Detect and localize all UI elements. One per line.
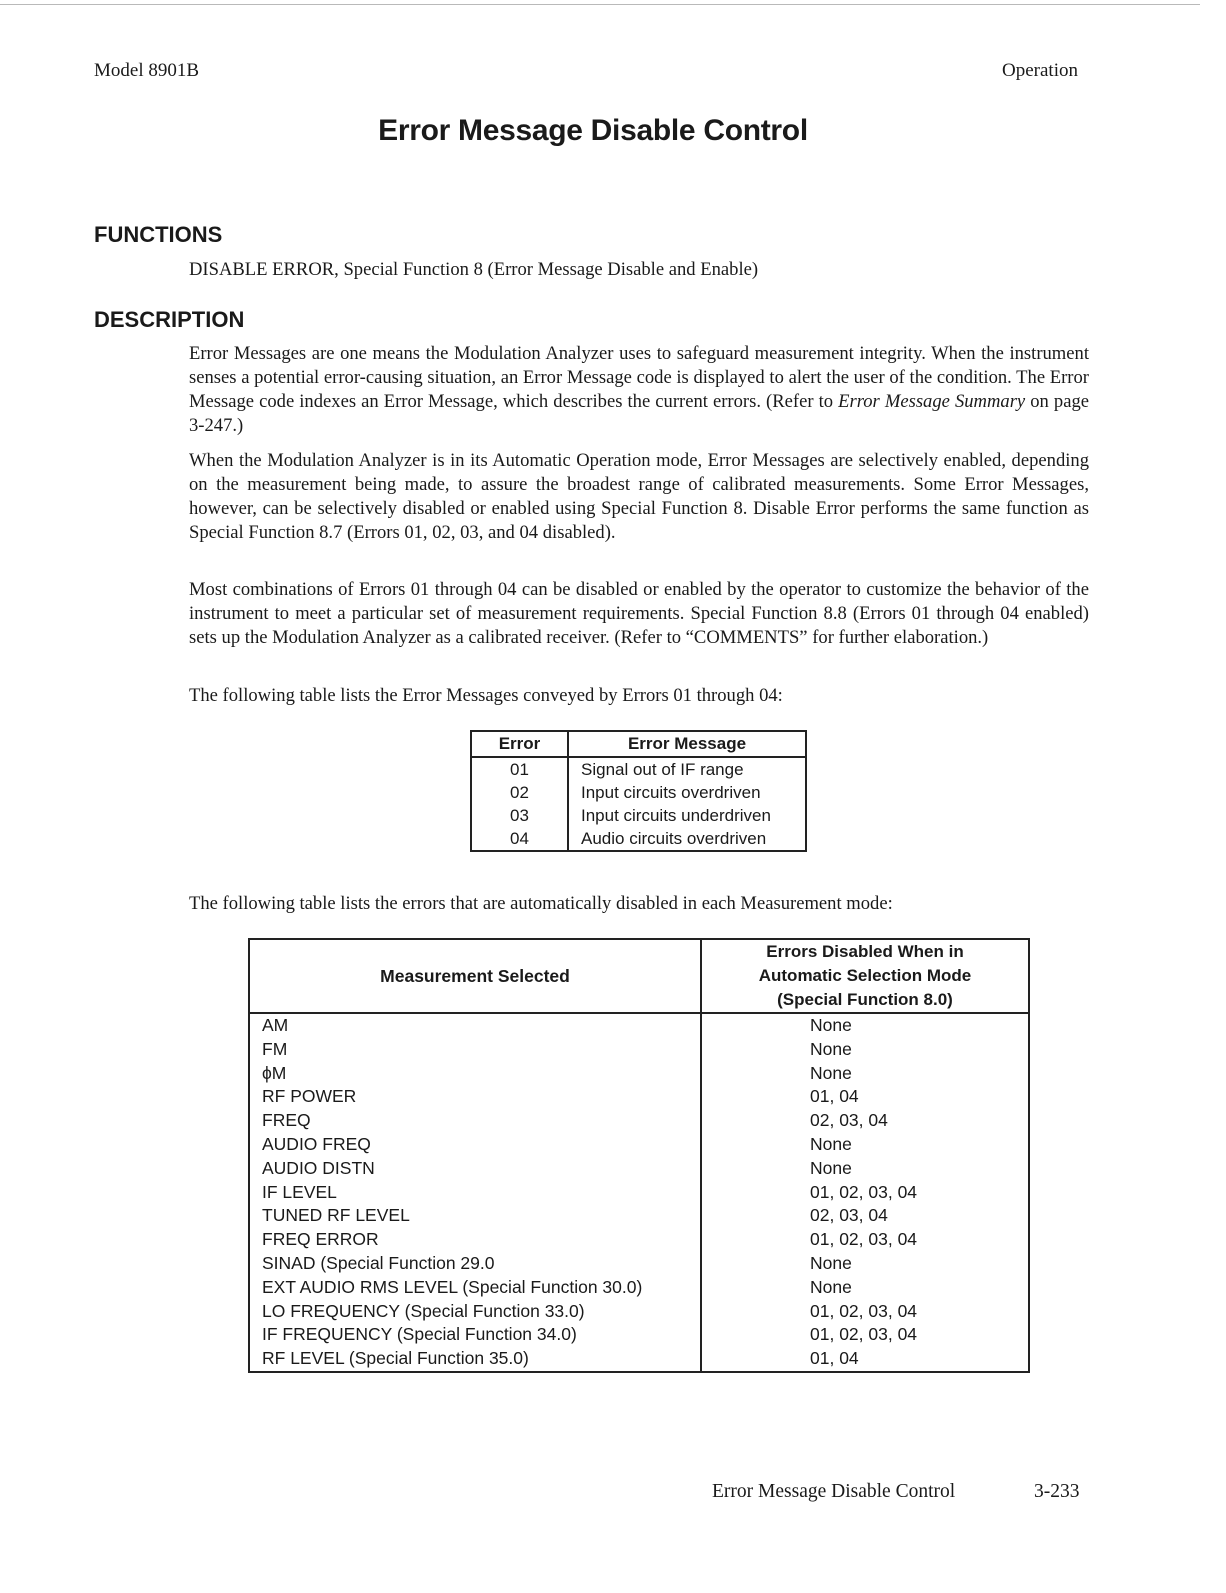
errors-disabled: None <box>810 1015 852 1035</box>
description-heading: DESCRIPTION <box>94 307 245 332</box>
error-code: 01 <box>471 757 568 781</box>
errors-disabled: None <box>810 1276 852 1297</box>
header-line-2: Automatic Selection Mode <box>758 966 972 985</box>
description-p4 <box>189 684 1089 708</box>
measurement-name: EXT AUDIO RMS LEVEL (Special Function 30.0) <box>249 1276 701 1300</box>
mode-table-header-row <box>249 939 1029 1013</box>
error-col-header: Error <box>471 731 568 757</box>
measurement-name: IF LEVEL <box>249 1181 701 1205</box>
measurement-name: FREQ ERROR <box>249 1228 701 1252</box>
error-message-col-header: Error Message <box>568 731 806 757</box>
errors-disabled: 01, 02, 03, 04 <box>810 1181 918 1202</box>
page-title: Error Message Disable Control <box>378 114 808 147</box>
header-line-3: (Special Function 8.0) <box>777 990 953 1009</box>
table-row <box>249 1323 1029 1347</box>
error-message: Audio circuits overdriven <box>581 829 767 848</box>
table-row <box>249 1157 1029 1181</box>
functions-text <box>189 258 1089 282</box>
measurement-name: FM <box>249 1038 701 1062</box>
p2-text: When the Modulation Analyzer is in its Automatic Operation mode, Error Messages are selectively enabled, depending on the measurement being made, to assure the broadest range of calibrated measurements. Some Error Messages, however, can be selectively disabled or enabled using Special Function 8. Disable Error performs the same function as Special Function 8.7 (Errors 01, 02, 03, and 04 disabled). <box>189 450 1089 543</box>
measurement-col-header: Measurement Selected <box>249 939 701 1013</box>
error-message-table <box>470 730 807 852</box>
measurement-name: AUDIO FREQ <box>249 1133 701 1157</box>
measurement-name: ϕM <box>249 1062 701 1086</box>
measurement-name: AUDIO DISTN <box>249 1157 701 1181</box>
measurement-mode-table <box>248 938 1030 1373</box>
measurement-name: TUNED RF LEVEL <box>249 1204 701 1228</box>
errors-disabled: 01, 02, 03, 04 <box>810 1300 918 1321</box>
table-row <box>249 1228 1029 1252</box>
errors-disabled: 02, 03, 04 <box>810 1110 888 1131</box>
table-row <box>471 757 806 781</box>
errors-disabled: None <box>810 1038 852 1059</box>
measurement-name: SINAD (Special Function 29.0 <box>249 1252 701 1276</box>
errors-disabled: 01, 04 <box>810 1086 859 1107</box>
measurement-name: IF FREQUENCY (Special Function 34.0) <box>249 1323 701 1347</box>
error-code: 04 <box>471 827 568 851</box>
table-row <box>249 1038 1029 1062</box>
footer-title: Error Message Disable Control <box>712 1481 956 1502</box>
p1-italic-ref: Error Message Summary <box>838 391 1026 412</box>
error-code: 03 <box>471 804 568 827</box>
table-row <box>249 1109 1029 1133</box>
measurement-name: LO FREQUENCY (Special Function 33.0) <box>249 1300 701 1324</box>
errors-disabled-col-header <box>701 939 1029 1013</box>
description-p5 <box>189 892 1089 916</box>
measurement-name: FREQ <box>249 1109 701 1133</box>
header-line-1: Errors Disabled When in <box>766 942 964 961</box>
description-p2 <box>189 449 1089 545</box>
errors-disabled: None <box>810 1252 852 1273</box>
table-row <box>249 1347 1029 1372</box>
footer-page-number: 3-233 <box>1034 1481 1080 1502</box>
table-row <box>249 1181 1029 1205</box>
table-row <box>471 827 806 851</box>
measurement-name: RF LEVEL (Special Function 35.0) <box>249 1347 701 1372</box>
table-row <box>471 781 806 804</box>
error-code: 02 <box>471 781 568 804</box>
errors-disabled: 01, 02, 03, 04 <box>810 1229 918 1250</box>
functions-heading: FUNCTIONS <box>94 222 223 247</box>
errors-disabled: 01, 04 <box>810 1348 859 1369</box>
table-row <box>249 1133 1029 1157</box>
measurement-name: RF POWER <box>249 1085 701 1109</box>
p3-text: Most combinations of Errors 01 through 04 can be disabled or enabled by the operator to customize the behavior of the instrument to meet a particular set of measurement requirements. Special Function 8.8 (Errors 01 through 04 enabled) sets up the Modulation Analyzer as a calibrated receiver. (Refer to “COMMENTS” for further elaboration.) <box>189 579 1089 648</box>
table-row <box>249 1085 1029 1109</box>
table-row <box>249 1013 1029 1038</box>
top-rule <box>0 4 1200 5</box>
header-section: Operation <box>1002 60 1078 81</box>
p1-text: Error Messages are one means the Modulation Analyzer uses to safeguard measurement integrity. When the instrument senses a potential error-causing situation, an Error Message code is displayed to alert the user of the condition. The Error Message code indexes an Error Message, which describes the current errors. (Refer to <box>189 343 1089 412</box>
table-row <box>249 1300 1029 1324</box>
table-row <box>249 1062 1029 1086</box>
table-row <box>471 804 806 827</box>
table-row <box>249 1252 1029 1276</box>
p1-text-end: on page 3-247.) <box>189 391 1089 436</box>
error-message: Input circuits overdriven <box>581 783 761 802</box>
p4-text: The following table lists the Error Messages conveyed by Errors 01 through 04: <box>189 685 783 706</box>
errors-disabled: None <box>810 1133 852 1154</box>
error-table-header-row <box>471 731 806 757</box>
description-p1 <box>189 342 1089 438</box>
header-model: Model 8901B <box>94 60 200 81</box>
errors-disabled: 02, 03, 04 <box>810 1205 888 1226</box>
errors-disabled: None <box>810 1157 852 1178</box>
table-row <box>249 1204 1029 1228</box>
p5-text: The following table lists the errors that are automatically disabled in each Measurement mode: <box>189 893 893 914</box>
error-message: Signal out of IF range <box>581 760 744 779</box>
description-p3 <box>189 578 1089 650</box>
error-message: Input circuits underdriven <box>581 806 771 825</box>
measurement-name: AM <box>249 1013 701 1038</box>
functions-paragraph: DISABLE ERROR, Special Function 8 (Error Message Disable and Enable) <box>189 259 759 280</box>
table-row <box>249 1276 1029 1300</box>
errors-disabled: 01, 02, 03, 04 <box>810 1324 918 1345</box>
errors-disabled: None <box>810 1062 852 1083</box>
